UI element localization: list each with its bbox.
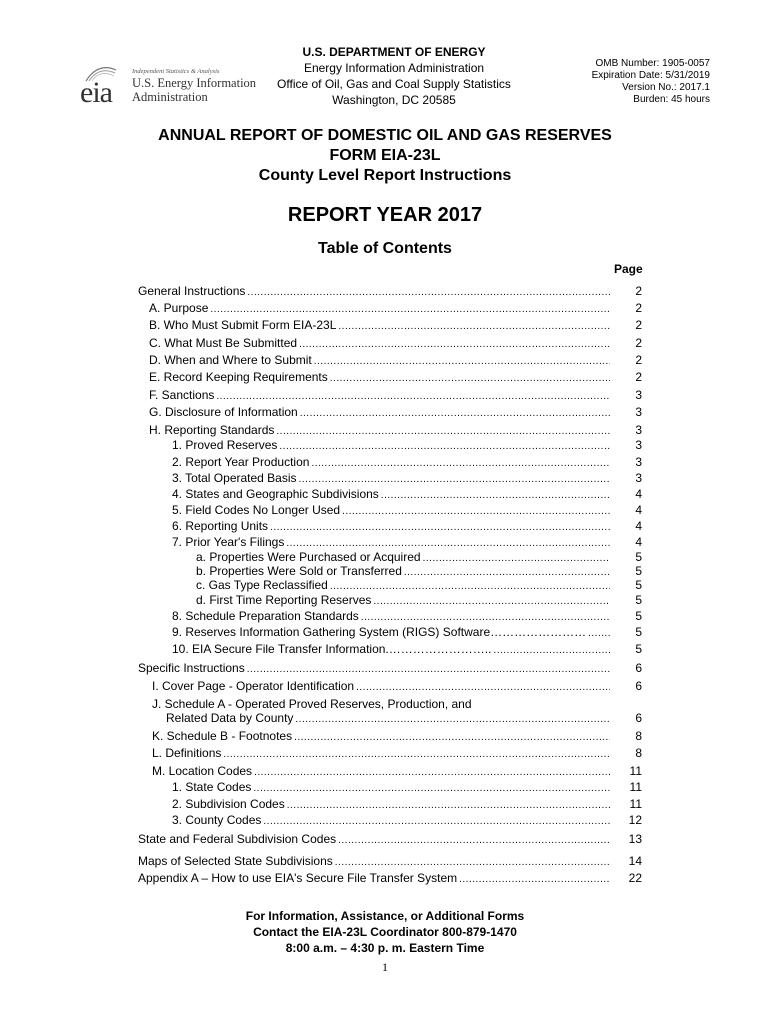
toc-entry-page: 14 xyxy=(628,854,642,868)
toc-entry-page: 8 xyxy=(635,746,642,760)
toc-entry-page: 3 xyxy=(635,405,642,419)
toc-entry xyxy=(138,854,612,868)
toc-dot-leader xyxy=(247,663,610,677)
toc-entry-page: 6 xyxy=(635,711,642,725)
omb-burden: Burden: 45 hours xyxy=(633,94,710,105)
contact-info xyxy=(0,908,770,956)
toc-entry-label: M. Location Codes xyxy=(152,764,253,778)
toc-entry-page: 2 xyxy=(635,318,642,332)
toc-dot-leader xyxy=(338,834,610,848)
toc-entry xyxy=(149,423,612,437)
toc-entry-label: 6. Reporting Units xyxy=(172,519,269,533)
title-line1: ANNUAL REPORT OF DOMESTIC OIL AND GAS RESERVES xyxy=(158,127,612,144)
toc-entry-page: 2 xyxy=(635,301,642,315)
toc-entry xyxy=(138,661,612,675)
toc-entry-label: 5. Field Codes No Longer Used xyxy=(172,503,341,517)
toc-entry-page: 6 xyxy=(635,679,642,693)
toc-entry-label: 9. Reserves Information Gathering System (RIGS) Software…………………… xyxy=(172,625,587,639)
department-name: U.S. DEPARTMENT OF ENERGY xyxy=(302,45,486,59)
toc-entry-page: 12 xyxy=(628,813,642,827)
agency-line4: Washington, DC 20585 xyxy=(332,93,456,107)
toc-entry-page: 5 xyxy=(635,550,642,564)
toc-dot-leader xyxy=(338,320,610,334)
toc-entry-label: C. What Must Be Submitted xyxy=(149,336,298,350)
toc-dot-leader xyxy=(300,407,610,421)
toc-entry-page: 6 xyxy=(635,661,642,675)
toc-entry xyxy=(172,455,612,469)
toc-dot-leader xyxy=(210,303,610,317)
toc-entry-page: 5 xyxy=(635,625,642,639)
toc-dot-leader xyxy=(287,799,610,813)
toc-dot-leader xyxy=(493,644,610,658)
toc-entry-label: Appendix A – How to use EIA's Secure File Transfer System xyxy=(138,871,458,885)
toc-entry xyxy=(138,832,612,846)
toc-entry xyxy=(149,405,612,419)
toc-entry xyxy=(172,813,612,827)
toc-entry-label: a. Properties Were Purchased or Acquired xyxy=(196,550,421,564)
toc-entry-label: 3. County Codes xyxy=(172,813,262,827)
contact-line1: For Information, Assistance, or Additional Forms xyxy=(245,909,525,923)
toc-dot-leader xyxy=(263,815,610,829)
report-year: REPORT YEAR 2017 xyxy=(287,204,483,226)
toc-entry-page: 13 xyxy=(628,832,642,846)
toc-entry xyxy=(172,503,612,517)
toc-entry-page: 2 xyxy=(635,353,642,367)
toc-dot-leader xyxy=(361,611,610,625)
toc-entry xyxy=(172,609,612,623)
toc-entry xyxy=(196,550,612,564)
toc-entry-page: 3 xyxy=(635,455,642,469)
toc-entry-label: D. When and Where to Submit xyxy=(149,353,312,367)
toc-entry-page: 11 xyxy=(629,797,642,811)
toc-entry xyxy=(149,336,612,350)
toc-entry xyxy=(166,711,612,725)
toc-dot-leader xyxy=(381,489,610,503)
toc-entry-label: 1. State Codes xyxy=(172,780,252,794)
toc-entry-page: 5 xyxy=(635,578,642,592)
toc-dot-leader xyxy=(279,440,610,454)
title-line3: County Level Report Instructions xyxy=(258,167,512,184)
toc-entry-label: Related Data by County xyxy=(166,711,294,725)
toc-entry xyxy=(172,471,612,485)
toc-entry-label: b. Properties Were Sold or Transferred xyxy=(196,564,402,578)
toc-dot-leader xyxy=(253,782,610,796)
toc-entry-label: 7. Prior Year's Filings xyxy=(172,535,285,549)
page-number: 1 xyxy=(382,960,388,974)
toc-dot-leader xyxy=(342,505,610,519)
toc-dot-leader xyxy=(335,856,610,870)
toc-entry xyxy=(172,797,612,811)
toc-entry xyxy=(149,370,612,384)
toc-entry-page: 8 xyxy=(635,729,642,743)
toc-entry-label: State and Federal Subdivision Codes xyxy=(138,832,337,846)
toc-entry-label: H. Reporting Standards xyxy=(149,423,275,437)
toc-entry-page: 4 xyxy=(635,503,642,517)
agency-line2: Energy Information Administration xyxy=(303,61,485,75)
toc-dot-leader xyxy=(299,473,610,487)
toc-entry-label: 2. Report Year Production xyxy=(172,455,310,469)
toc-entry xyxy=(172,535,612,549)
logo-name-line1: U.S. Energy Information xyxy=(132,76,257,90)
toc-entry xyxy=(152,729,612,743)
toc-entry-page: 4 xyxy=(635,535,642,549)
toc-entry-page: 5 xyxy=(635,593,642,607)
toc-entry-page: 4 xyxy=(635,487,642,501)
toc-entry-page: 5 xyxy=(635,564,642,578)
toc-entry-label: 4. States and Geographic Subdivisions xyxy=(172,487,379,501)
toc-entry-page: 3 xyxy=(635,423,642,437)
toc-entry xyxy=(138,284,612,298)
toc-entry-page: 11 xyxy=(629,764,642,778)
toc-entry-label: Specific Instructions xyxy=(138,661,245,675)
omb-number: OMB Number: 1905-0057 xyxy=(595,58,710,69)
agency-line3: Office of Oil, Gas and Coal Supply Statistics xyxy=(277,77,511,91)
toc-entry xyxy=(152,764,612,778)
toc-entry xyxy=(172,487,612,501)
toc-entry-label: 10. EIA Secure File Transfer Information.…………………….. xyxy=(172,642,492,656)
toc-dot-leader xyxy=(294,731,610,745)
toc-dot-leader xyxy=(223,748,610,762)
toc-entry-label: B. Who Must Submit Form EIA-23L xyxy=(149,318,337,332)
toc-entry-label: 1. Proved Reserves xyxy=(172,438,278,452)
toc-entry-page: 3 xyxy=(635,388,642,402)
toc-dot-leader xyxy=(276,425,610,439)
toc-dot-leader xyxy=(588,627,610,641)
toc-entry-page: 2 xyxy=(635,336,642,350)
toc-entry xyxy=(172,780,612,794)
toc-dot-leader xyxy=(314,355,610,369)
toc-entry-label: I. Cover Page - Operator Identification xyxy=(152,679,355,693)
toc-entry xyxy=(172,642,612,656)
toc-entry-label: 3. Total Operated Basis xyxy=(172,471,297,485)
toc-entry-page: 22 xyxy=(628,871,642,885)
logo-name-line2: Administration xyxy=(132,90,208,104)
toc-entry-page: 2 xyxy=(635,370,642,384)
toc-entry xyxy=(152,697,612,711)
toc-entry xyxy=(196,564,612,578)
toc-entry-page: 5 xyxy=(635,642,642,656)
toc-title: Table of Contents xyxy=(318,240,452,257)
toc-entry xyxy=(172,625,612,639)
toc-entry-label: General Instructions xyxy=(138,284,246,298)
toc-entry-label: E. Record Keeping Requirements xyxy=(149,370,328,384)
toc-dot-leader xyxy=(247,286,610,300)
toc-entry xyxy=(196,593,612,607)
toc-entry-label: Maps of Selected State Subdivisions xyxy=(138,854,333,868)
toc-dot-leader xyxy=(356,681,610,695)
document-title xyxy=(0,126,770,186)
toc-entry-label: L. Definitions xyxy=(152,746,222,760)
toc-entry-page: 3 xyxy=(635,438,642,452)
toc-entry-page: 3 xyxy=(635,471,642,485)
toc-entry-page: 5 xyxy=(635,609,642,623)
omb-expiration: Expiration Date: 5/31/2019 xyxy=(591,70,710,81)
toc-entry xyxy=(149,301,612,315)
toc-entry-label: G. Disclosure of Information xyxy=(149,405,298,419)
title-line2: FORM EIA-23L xyxy=(329,147,441,164)
toc-dot-leader xyxy=(270,521,610,535)
toc-entry-label: d. First Time Reporting Reserves xyxy=(196,593,372,607)
toc-dot-leader xyxy=(286,537,610,551)
agency-header xyxy=(262,44,526,108)
toc-dot-leader xyxy=(311,457,610,471)
toc-entry xyxy=(172,438,612,452)
logo-mark: eia xyxy=(80,76,112,109)
toc-entry-label: 8. Schedule Preparation Standards xyxy=(172,609,359,623)
toc-entry-label: J. Schedule A - Operated Proved Reserves, Production, and xyxy=(152,697,472,711)
toc-dot-leader xyxy=(216,390,610,404)
toc-dot-leader xyxy=(254,766,610,780)
toc-dot-leader xyxy=(330,372,610,386)
toc-entry xyxy=(152,679,612,693)
toc-dot-leader xyxy=(373,595,610,609)
toc-entry xyxy=(172,519,612,533)
contact-line2: Contact the EIA-23L Coordinator 800-879-1470 xyxy=(253,925,517,939)
toc-entry xyxy=(149,353,612,367)
toc-entry-label: c. Gas Type Reclassified xyxy=(196,578,328,592)
toc-entry xyxy=(196,578,612,592)
toc-entry-page: 2 xyxy=(635,284,642,298)
toc-entry xyxy=(138,871,612,885)
toc-dot-leader xyxy=(295,713,610,727)
toc-entry xyxy=(152,746,612,760)
toc-dot-leader xyxy=(459,873,610,887)
toc-dot-leader xyxy=(330,580,610,594)
toc-entry xyxy=(149,388,612,402)
toc-entry-label: F. Sanctions xyxy=(149,388,215,402)
logo-tagline: Independent Statistics & Analysis xyxy=(132,68,220,75)
eia-logo xyxy=(80,62,265,109)
omb-info xyxy=(592,58,710,106)
toc-page-header: Page xyxy=(614,262,643,276)
toc-entry-label: 2. Subdivision Codes xyxy=(172,797,285,811)
contact-line3: 8:00 a.m. – 4:30 p. m. Eastern Time xyxy=(285,941,485,955)
omb-version: Version No.: 2017.1 xyxy=(622,82,710,93)
toc-dot-leader xyxy=(299,338,610,352)
toc-entry xyxy=(149,318,612,332)
toc-entry-label: K. Schedule B - Footnotes xyxy=(152,729,293,743)
toc-entry-page: 11 xyxy=(629,780,642,794)
toc-entry-label: A. Purpose xyxy=(149,301,209,315)
toc-entry-page: 4 xyxy=(635,519,642,533)
